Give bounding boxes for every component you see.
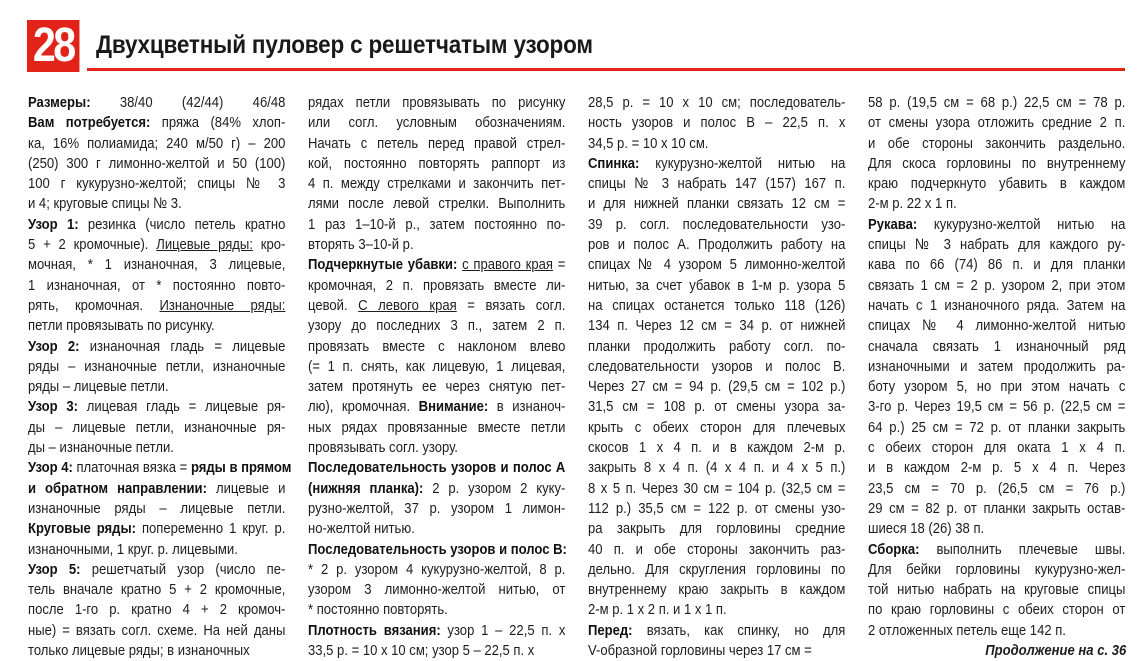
body-text: 134 п. Через 12 см = 34 р. от нижней (588, 317, 846, 335)
section-label: Сборка: (868, 540, 920, 558)
text-line (868, 134, 1125, 154)
body-text: скосов 1 х 4 п. и в каждом 2-м р. (588, 439, 846, 457)
body-text: 2-м р. 1 х 2 п. и 1 х 1 п. (588, 601, 727, 619)
article-header (27, 20, 1125, 72)
continuation-note: Продолжение на с. 36 (984, 642, 1126, 660)
text-line (868, 93, 1125, 113)
text-line (588, 235, 845, 255)
text-line (308, 580, 565, 600)
text-column-3 (588, 93, 846, 661)
section-label: Узор 2: (28, 337, 80, 355)
text-line (588, 397, 845, 417)
body-text: по краю горловины с обеих сторон от (868, 601, 1126, 619)
text-line (308, 438, 565, 458)
text-line (588, 418, 845, 438)
text-line (588, 194, 845, 214)
text-line (308, 316, 565, 336)
text-line (308, 134, 565, 154)
body-text: после 1-го р. кратно 4 + 2 кромоч- (28, 601, 286, 619)
text-line (28, 418, 285, 438)
text-line (28, 621, 285, 641)
body-text: сначала связать 1 изнаночный ряд (868, 337, 1126, 355)
text-line (308, 641, 565, 661)
body-text: на спицах останется только 118 (126) (588, 296, 846, 314)
body-text: Через 27 см = 94 р. (29,5 см = 102 р.) (588, 378, 846, 396)
section-label: Подчеркнутые убавки: (308, 256, 458, 274)
body-text: вязать, как спинку, но для (632, 621, 846, 639)
body-text: закрыть 8 х 4 п. (4 х 4 п. и 4 х 5 п.) (588, 459, 846, 477)
text-line (28, 600, 285, 620)
text-line (308, 499, 565, 519)
body-text: 4 п. между стрелками и закончить пет- (308, 175, 566, 193)
body-text: от смены узора отложить средние 2 п. (868, 114, 1126, 132)
text-line (868, 174, 1125, 194)
text-line (308, 540, 565, 560)
underlined-term: С левого края (358, 296, 457, 314)
text-line (308, 113, 565, 133)
body-text: и для нижней планки связать 12 см = (588, 195, 846, 213)
body-text: (= 1 п. снять, как лицевую, 1 лицевая, (308, 357, 566, 375)
text-line (868, 357, 1125, 377)
header-divider (87, 68, 1125, 71)
body-text: провязывать согл. узору. (308, 439, 458, 457)
text-line (308, 235, 565, 255)
section-label: Спинка: (588, 154, 640, 172)
body-text: краю подчеркнуто убавить в каждом (868, 175, 1126, 193)
text-line (28, 357, 285, 377)
body-text: V-образной горловины через 17 см = (588, 642, 812, 660)
body-text: попеременно 1 круг. р. (135, 520, 286, 538)
body-text: тель вначале кратно 5 + 2 кромочные, (28, 581, 286, 599)
text-line (28, 93, 285, 113)
section-label: ряды в прямом (190, 459, 292, 477)
body-text: изнаночными и затем продолжить ра- (868, 357, 1126, 375)
body-text: вторять 3–10-й р. (308, 236, 414, 254)
text-line (588, 316, 845, 336)
body-text: ка, 16% полиамида; 240 м/50 г) – 200 (28, 134, 286, 152)
text-line (588, 113, 845, 133)
body-text: 28,5 р. = 10 х 10 см; последователь- (588, 94, 846, 111)
body-text: пряжа (84% хлоп- (150, 114, 286, 132)
text-line (868, 621, 1125, 641)
body-text: (250) 300 г лимонно-желтой и 50 (100) (28, 154, 286, 172)
text-line (28, 499, 285, 519)
text-line (308, 600, 565, 620)
text-line (868, 600, 1125, 620)
text-line (588, 215, 845, 235)
text-line (308, 194, 565, 214)
text-line (28, 540, 285, 560)
body-text: 34,5 р. = 10 х 10 см. (588, 134, 709, 152)
text-line (588, 560, 845, 580)
body-text: узором 3 лимонно-желтой нитью, от (308, 581, 566, 599)
underlined-term: с правого края (462, 256, 553, 274)
body-text: ряды – изнаночные петли, изнаночные (28, 357, 286, 375)
text-line (588, 337, 845, 357)
body-text: ряды – лицевые петли. (28, 378, 169, 396)
body-text: нитью, за счет убавок в 1-м р. узора 5 (588, 276, 846, 294)
text-line (868, 194, 1125, 214)
section-label: Размеры: (28, 94, 91, 111)
section-label: Последовательность узоров и полос В: (308, 540, 567, 558)
body-text: рядах петли провязывать по рисунку (308, 94, 566, 111)
text-line (308, 255, 565, 275)
section-label: Последовательность узоров и полос А (308, 459, 566, 477)
text-line (588, 357, 845, 377)
text-line (28, 296, 285, 316)
text-line (868, 560, 1125, 580)
body-text: крыть с обеих сторон для плечевых (588, 418, 846, 436)
body-text: кава по 66 (74) 86 п. и для планки (868, 256, 1126, 274)
text-line (28, 479, 285, 499)
body-text: ды – лицевые петли, изнаночные ря- (28, 418, 286, 436)
body-text: Для бейки горловины кукурузно-жел- (868, 560, 1126, 578)
underlined-term: Изнаночные ряды: (159, 296, 286, 314)
body-text: той нитью набрать на круговые спицы (868, 581, 1126, 599)
text-line (588, 540, 845, 560)
body-text: или согл. условным обозначениям. (308, 114, 566, 132)
body-text: провязать вместе с наклоном влево (308, 337, 566, 355)
text-line (868, 418, 1125, 438)
body-text: 29 см = 82 р. от планки закрыть остав- (868, 499, 1126, 517)
body-text: лю), кромочная. (308, 398, 419, 416)
text-line (588, 519, 845, 539)
body-text: но-желтой нитью. (308, 520, 415, 538)
text-line (588, 621, 845, 641)
section-label: Перед: (588, 621, 633, 639)
body-text: 1 изнаночная, от * постоянно повто- (28, 276, 286, 294)
text-line (588, 600, 845, 620)
text-line (28, 377, 285, 397)
body-text: и 4; круговые спицы № 3. (28, 195, 182, 213)
body-text: лицевая гладь = лицевые ря- (77, 398, 286, 416)
section-label: Узор 1: (28, 215, 79, 233)
section-label: Узор 5: (28, 560, 81, 578)
text-line (868, 113, 1125, 133)
section-label: Внимание: (418, 398, 489, 416)
body-text: кромочная, 2 п. провязать вместе ли- (308, 276, 566, 294)
body-text: Для скоса горловины по внутреннему (868, 154, 1126, 172)
text-line (868, 397, 1125, 417)
body-text: 31,5 см = 108 р. от смены узора за- (588, 398, 846, 416)
text-line (28, 337, 285, 357)
text-line (28, 235, 285, 255)
text-line (868, 479, 1125, 499)
text-line (588, 154, 845, 174)
text-line (308, 479, 565, 499)
text-line (308, 519, 565, 539)
body-text: лями после левой стрелки. Выполнить (308, 195, 566, 213)
body-text: ды – изнаночные петли. (28, 439, 174, 457)
body-text: изнаночными, 1 круг. р. лицевыми. (28, 540, 238, 558)
text-line (868, 235, 1125, 255)
text-line (308, 337, 565, 357)
text-line (28, 519, 285, 539)
body-text: следовательности узоров и полос В. (588, 357, 846, 375)
text-line (868, 337, 1125, 357)
text-line (28, 316, 285, 336)
text-line (588, 174, 845, 194)
body-text: изнаночная гладь = лицевые (79, 337, 286, 355)
text-line (588, 438, 845, 458)
text-line (308, 357, 565, 377)
body-text: узору до последних 3 п., затем 2 п. (308, 317, 566, 335)
body-text: кой, постоянно повторять раппорт из (308, 154, 566, 172)
body-text: = вязать согл. (456, 296, 566, 314)
text-line (28, 194, 285, 214)
body-text: 112 р.) 35,5 см = 122 р. от смены узо- (588, 499, 846, 517)
text-line (588, 377, 845, 397)
body-text: * постоянно повторять. (308, 601, 448, 619)
body-text: 64 р.) 25 см = 72 р. от планки закрыть (868, 418, 1126, 436)
text-line (28, 580, 285, 600)
text-line (868, 296, 1125, 316)
section-label: Плотность вязания: (308, 621, 441, 639)
text-line (308, 418, 565, 438)
body-text: 100 г кукурузно-желтой; спицы № 3 (28, 175, 286, 193)
body-text: петли провязывать по рисунку. (28, 317, 215, 335)
text-line (308, 154, 565, 174)
text-line (588, 580, 845, 600)
body-text: цевой. (308, 296, 359, 314)
body-text: дельно. Для скругления горловины по (588, 560, 846, 578)
text-column-2 (308, 93, 566, 661)
text-line (308, 377, 565, 397)
body-text: ра закрыть для горловины средние (588, 520, 846, 538)
article-title: Двухцветный пуловер с решетчатым узором (96, 31, 593, 59)
text-column-1 (28, 93, 292, 661)
text-line (868, 499, 1125, 519)
body-text: только лицевые ряды; в изнаночных (28, 642, 250, 660)
body-text: * 2 р. узором 4 кукурузно-желтой, 8 р. (308, 560, 566, 578)
body-text: затем протянуть ее через снятую пет- (308, 378, 566, 396)
body-text: и в каждом 2-м р. 5 х 4 п. Через (868, 459, 1126, 477)
text-line (28, 255, 285, 275)
text-line (868, 255, 1125, 275)
body-text: спицах № 4 узором 5 лимонно-желтой (588, 256, 846, 274)
text-line (588, 458, 845, 478)
body-text: Начать с петель перед правой стрел- (308, 134, 566, 152)
section-label: Круговые ряды: (28, 520, 136, 538)
text-line (308, 93, 565, 113)
text-line (28, 113, 285, 133)
text-line (868, 316, 1125, 336)
text-line (28, 276, 285, 296)
body-text: 3-го р. Через 19,5 см = 56 р. (22,5 см = (868, 398, 1126, 416)
body-text: лицевые и (206, 479, 286, 497)
body-text: 58 р. (19,5 см = 68 р.) 22,5 см = 78 р. (868, 94, 1126, 111)
text-line (588, 255, 845, 275)
body-text: 2 р. узором 2 куку- (423, 479, 566, 497)
text-line (588, 499, 845, 519)
text-line (588, 276, 845, 296)
body-text: платочная вязка = (72, 459, 191, 477)
section-label: Вам потребуется: (28, 114, 151, 132)
text-line (28, 438, 285, 458)
text-line (28, 134, 285, 154)
text-line (868, 154, 1125, 174)
body-text: кукурузно-желтой нитью на (639, 154, 846, 172)
section-label: и обратном направлении: (28, 479, 207, 497)
body-text: спицах № 4 лимонно-желтой нитью (868, 317, 1126, 335)
text-line (588, 296, 845, 316)
body-text: ров и полос А. Продолжить работу на (588, 236, 846, 254)
text-line (308, 560, 565, 580)
body-text: планки продолжить работу согл. по- (588, 337, 846, 355)
text-line (308, 621, 565, 641)
text-line (28, 174, 285, 194)
body-text: решетчатый узор (число пе- (80, 560, 286, 578)
section-label: (нижняя планка): (308, 479, 424, 497)
body-text: резинка (число петель кратно (78, 215, 286, 233)
text-line (588, 641, 845, 661)
text-line (28, 641, 285, 661)
body-text: 38/40 (42/44) 46/48 (90, 94, 286, 111)
text-line (28, 560, 285, 580)
body-text: в изнаноч- (488, 398, 566, 416)
body-text: кро- (252, 236, 286, 254)
text-line (308, 215, 565, 235)
body-text: 33,5 р. = 10 х 10 см; узор 5 – 22,5 п. х (308, 642, 535, 660)
body-text: связать 1 см = 2 р. узором 2, при этом (868, 276, 1126, 294)
text-line (868, 540, 1125, 560)
body-text: рять, кромочная. (28, 296, 160, 314)
body-text: выполнить плечевые швы. (919, 540, 1126, 558)
text-line (308, 174, 565, 194)
section-label: Рукава: (868, 215, 918, 233)
text-line (308, 296, 565, 316)
body-text: боту узором 5, но при этом начать с (868, 378, 1126, 396)
text-line (308, 397, 565, 417)
text-line (28, 458, 292, 478)
text-line (28, 215, 285, 235)
text-line (868, 215, 1125, 235)
body-text: 2 отложенных петель еще 142 п. (868, 621, 1066, 639)
body-text: 8 х 5 п. Через 30 см = 104 р. (32,5 см = (588, 479, 846, 497)
text-line (28, 154, 285, 174)
text-line (308, 458, 565, 478)
section-label: Узор 3: (28, 398, 78, 416)
text-line (588, 479, 845, 499)
body-text: 40 п. и обе стороны закончить раз- (588, 540, 846, 558)
text-line (28, 397, 285, 417)
body-text: 2-м р. 22 х 1 п. (868, 195, 957, 213)
body-text: спицы № 3 набрать 147 (157) 167 п. (588, 175, 846, 193)
body-text: 5 + 2 кромочные). (28, 236, 157, 254)
body-text: и обе стороны закончить раздельно. (868, 134, 1126, 152)
text-line (868, 519, 1125, 539)
text-column-4 (868, 93, 1126, 661)
body-text: 1 раз 1–10-й р., затем постоянно по- (308, 215, 566, 233)
text-line (868, 377, 1125, 397)
text-line (588, 93, 845, 113)
body-text: = (552, 256, 566, 274)
body-text: начать с 1 изнаночного ряда. Затем на (868, 296, 1126, 314)
text-line (588, 134, 845, 154)
body-text: кукурузно-желтой нитью на (917, 215, 1126, 233)
body-text: рузно-желтой, 37 р. узором 1 лимон- (308, 499, 566, 517)
text-line (868, 438, 1125, 458)
text-line (868, 458, 1125, 478)
body-text: с обеих сторон для оката 1 х 4 п. (868, 439, 1126, 457)
text-line (308, 276, 565, 296)
body-text: ность узоров и полос В – 22,5 п. х (588, 114, 846, 132)
body-text: изнаночные ряды – лицевые петли. (28, 499, 286, 517)
body-text: 39 р. согл. последовательности узо- (588, 215, 846, 233)
pattern-number-badge: 28 (27, 20, 79, 72)
body-text: шиеся 18 (26) 38 п. (868, 520, 985, 538)
body-text: спицы № 3 набрать для каждого ру- (868, 236, 1126, 254)
text-line (868, 580, 1125, 600)
body-text: ные) = вязать согл. схеме. На ней даны (28, 621, 286, 639)
underlined-term: Лицевые ряды: (156, 236, 253, 254)
body-text: внутреннему краю закрыть в каждом (588, 581, 846, 599)
text-line (868, 276, 1125, 296)
body-text: 23,5 см = 70 р. (26,5 см = 76 р.) (868, 479, 1126, 497)
section-label: Узор 4: (28, 459, 73, 477)
body-text: узор 1 – 22,5 п. х (440, 621, 566, 639)
body-text: мочная, * 1 изнаночная, 3 лицевые, (28, 256, 286, 274)
body-text: ных рядах провязанные вместе петли (308, 418, 566, 436)
